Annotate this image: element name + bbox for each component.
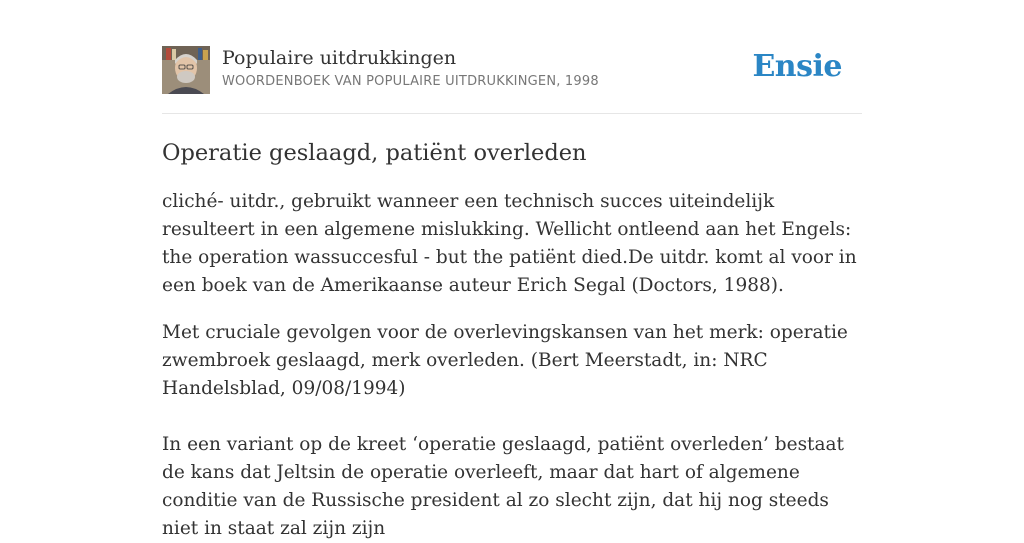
author-portrait-icon[interactable]	[162, 46, 210, 94]
source-header	[162, 46, 862, 114]
entry-body	[162, 188, 862, 543]
page	[162, 0, 862, 543]
source-subtitle: WOORDENBOEK VAN POPULAIRE UITDRUKKINGEN, 1998	[222, 74, 599, 89]
entry-paragraph-quote-1: Met cruciale gevolgen voor de overlevingskansen van het merk: operatie zwembroek geslaagd, merk overleden. (Bert Meerstadt, in: NRC Handelsblad, 09/08/1994)	[162, 322, 848, 399]
source-info	[222, 46, 599, 89]
entry-paragraph-definition: cliché- uitdr., gebruikt wanneer een technisch succes uiteindelijk resulteert in een algemene mislukking. Wellicht ontleend aan het Engels: the operation wassuccesful - but the patiënt died.De uitdr. komt al voor in een boek van de Amerikaanse auteur Erich Segal (Doctors, 1988).	[162, 191, 857, 296]
brand-logo[interactable]: Ensie	[752, 49, 842, 84]
entry-title: Operatie geslaagd, patiënt overleden	[162, 140, 587, 166]
source-title[interactable]: Populaire uitdrukkingen	[222, 47, 457, 69]
paragraph-gap	[162, 422, 862, 431]
entry-paragraph-quote-2: In een variant op de kreet ‘operatie geslaagd, patiënt overleden’ bestaat de kans dat Jeltsin de operatie overleeft, maar dat hart of algemene conditie van de Russische president al zo slecht zijn, dat hij nog steeds niet in staat zal zijn zijn	[162, 434, 844, 539]
